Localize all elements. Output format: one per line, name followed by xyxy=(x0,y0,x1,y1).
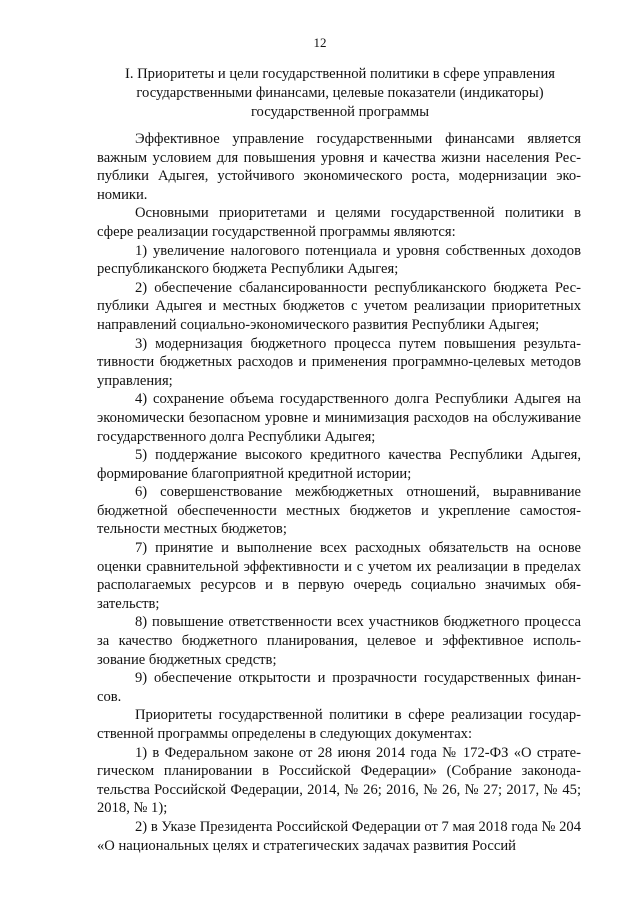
paragraph: Приоритеты государственной политики в сфере реализации государственной программы определены в следующих документах: xyxy=(97,707,581,742)
list-item: 1) увеличение налогового потенциала и уровня собственных доходов республиканского бюджета Республики Адыгея; xyxy=(97,242,581,278)
document-body xyxy=(97,130,581,855)
list-item: 8) повышение ответственности всех участников бюджетного процесса за качество бюджетного планирования, целевое и эффективное использование бюджетных средств; xyxy=(97,614,581,668)
list-item: 2) обеспечение сбалансированности республиканского бюджета Республики Адыгея и местных бюджетов с учетом реализации приоритетных направлений социально-экономического развития Республики Адыгея; xyxy=(97,279,581,333)
list-item: 6) совершенствование межбюджетных отношений, выравнивание бюджетной обеспеченности местных бюджетов и укрепление самостоятельности местных бюджетов; xyxy=(97,484,581,538)
list-item: 1) в Федеральном законе от 28 июня 2014 года № 172-ФЗ «О стратегическом планировании в Российской Федерации» (Собрание законодательства Российской Федерации, 2014, № 26; 2016, № 26, № 27; 2017, № 45; 2018, № 1); xyxy=(97,744,581,817)
list-item: 5) поддержание высокого кредитного качества Республики Адыгея, формирование благоприятной кредитной истории; xyxy=(97,447,581,482)
list-item: 4) сохранение объема государственного долга Республики Адыгея на экономически безопасном уровне и минимизация расходов на обслуживание государственного долга Республики Адыгея; xyxy=(97,391,581,445)
paragraph: Основными приоритетами и целями государственной политики в сфере реализации государственной программы являются: xyxy=(97,205,581,240)
list-item: 3) модернизация бюджетного процесса путем повышения результативности бюджетных расходов и применения программно-целевых методов управления; xyxy=(97,335,581,389)
list-item: 7) принятие и выполнение всех расходных обязательств на основе оценки сравнительной эффективности и с учетом их реализации в пределах располагаемых ресурсов и в первую очередь социально значимых обязательств; xyxy=(97,540,581,612)
paragraph: Эффективное управление государственными финансами является важным условием для повышения уровня и качества жизни населения Республики Адыгея, устойчивого экономического роста, модернизации экономики. xyxy=(97,131,581,203)
list-item: 2) в Указе Президента Российской Федерации от 7 мая 2018 года № 204 «О национальных целях и стратегических задачах развития Россий xyxy=(97,818,581,854)
page-number: 12 xyxy=(313,35,327,50)
section-heading: I. Приоритеты и цели государственной политики в сфере управления государственными финансами, целевые показатели (индикаторы) государственной программы xyxy=(124,66,555,120)
list-item: 9) обеспечение открытости и прозрачности государственных финансов. xyxy=(97,670,581,705)
